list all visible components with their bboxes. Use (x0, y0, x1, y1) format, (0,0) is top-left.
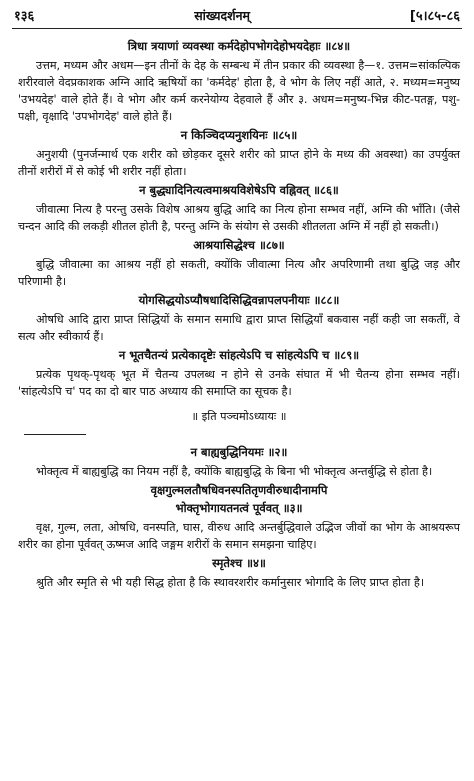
sutra-heading: आश्रयासिद्धेश्च ॥८७॥ (193, 238, 285, 252)
commentary-paragraph: बुद्धि जीवात्मा का आश्रय नहीं हो सकती, क्योंकि जीवात्मा नित्य और अपरिणामी तथा बुद्धि जड़ और परिणामी है। (18, 258, 460, 288)
sutra-heading: न भूतचैतन्यं प्रत्येकादृष्टेः सांहत्येऽपि च सांहत्येऽपि च ॥८९॥ (118, 348, 360, 362)
page-header (14, 4, 460, 26)
sutra-heading: वृक्षगुल्मलतौषधिवनस्पतितृणवीरुधादीनामपि (150, 483, 328, 497)
running-title: सांख्यदर्शनम् (194, 7, 250, 23)
header-rule (12, 28, 462, 29)
sutra-heading: त्रिधा त्रयाणां व्यवस्था कर्मदेहोपभोगदेहोभयदेहाः ॥८४॥ (127, 39, 351, 53)
commentary-paragraph: वृक्ष, गुल्म, लता, ओषधि, वनस्पति, घास, वीरुध आदि अन्तर्बुद्धिवाले उद्भिज जीवों का भोग के आश्रयरूप शरीर का होना पूर्ववत् ऊष्मज आदि जङ्गम शरीरों के समान समझना चाहिए। (18, 521, 460, 551)
commentary-paragraph: प्रत्येक पृथक्-पृथक् भूत में चैतन्य उपलब्ध न होने से उनके संघात में भी चैतन्य होना सम्भव नहीं। 'सांहत्येऽपि च' पद का दो बार पाठ अध्याय की समाप्ति का सूचक है। (18, 368, 460, 398)
commentary-paragraph: श्रुति और स्मृति से भी यही सिद्ध होता है कि स्थावरशरीर कर्मानुसार भोगादि के लिए प्राप्त होता है। (36, 576, 425, 589)
section-divider (24, 434, 86, 435)
commentary-paragraph: भोक्तृत्व में बाह्यबुद्धि का नियम नहीं है, क्योंकि बाह्यबुद्धि के बिना भी भोक्तृत्व अन्तर्बुद्धि से होता है। (36, 465, 433, 478)
sutra-heading: न किञ्चिदप्यनुशयिनः ॥८५॥ (180, 128, 298, 142)
sutra-heading: न बुद्ध्यादिनित्यत्वमाश्रयविशेषेऽपि वह्निवत् ॥८६॥ (139, 183, 339, 197)
commentary-paragraph: उत्तम, मध्यम और अधम—इन तीनों के देह के सम्बन्ध में तीन प्रकार की व्यवस्था है—१. उत्तम=सांकल्पिक शरीरवाले वेदप्रकाशक अग्नि आदि ऋषियों का 'कर्मदेह' होता है, वे भोग के लिए नहीं आते, २. मध्यम=मनुष्य 'उभयदेह' वाले होते हैं। वे भोग और कर्म करनेयोग्य देहवाले हैं और ३. अधम=मनुष्य-भिन्न कीट-पतङ्ग, पशु-पक्षी, वृक्षादि 'उपभोगदेह' वाले होते हैं। (18, 59, 460, 123)
commentary-paragraph: ओषधि आदि द्वारा प्राप्त सिद्धियों के समान समाधि द्वारा प्राप्त सिद्धियाँ बकवास नहीं कही जा सकतीं, वे सत्य और स्वीकार्य हैं। (18, 313, 460, 343)
sutra-heading: न बाह्यबुद्धिनियमः ॥२॥ (190, 445, 288, 459)
sutra-heading: स्मृतेश्च ॥४॥ (212, 556, 266, 570)
sutra-range: [५।८५-८६ (409, 9, 460, 24)
sutra-heading: भोक्तृभोगायतनत्वं पूर्ववत् ॥३॥ (175, 501, 303, 515)
chapter-end-marker: ॥ इति पञ्चमोऽध्यायः ॥ (191, 410, 287, 423)
commentary-paragraph: अनुशयी (पुनर्जन्मार्थ एक शरीर को छोड़कर दूसरे शरीर को प्राप्त होने के मध्य की अवस्था) का उपर्युक्त तीनों शरीरों में से कोई भी शरीर नहीं होता। (18, 148, 460, 178)
commentary-paragraph: जीवात्मा नित्य है परन्तु उसके विशेष आश्रय बुद्धि आदि का नित्य होना सम्भव नहीं, अग्नि की भाँति। (जैसे चन्दन आदि की लकड़ी शीतल होती है, परन्तु अग्नि के संयोग से उसकी शीतलता अग्नि में नहीं हो सकती।) (18, 203, 460, 233)
page-number: १३६ (14, 9, 35, 24)
sutra-heading: योगसिद्धयोऽप्यौषधादिसिद्धिवन्नापलपनीयाः ॥८८॥ (138, 293, 340, 307)
page-body (18, 38, 460, 594)
